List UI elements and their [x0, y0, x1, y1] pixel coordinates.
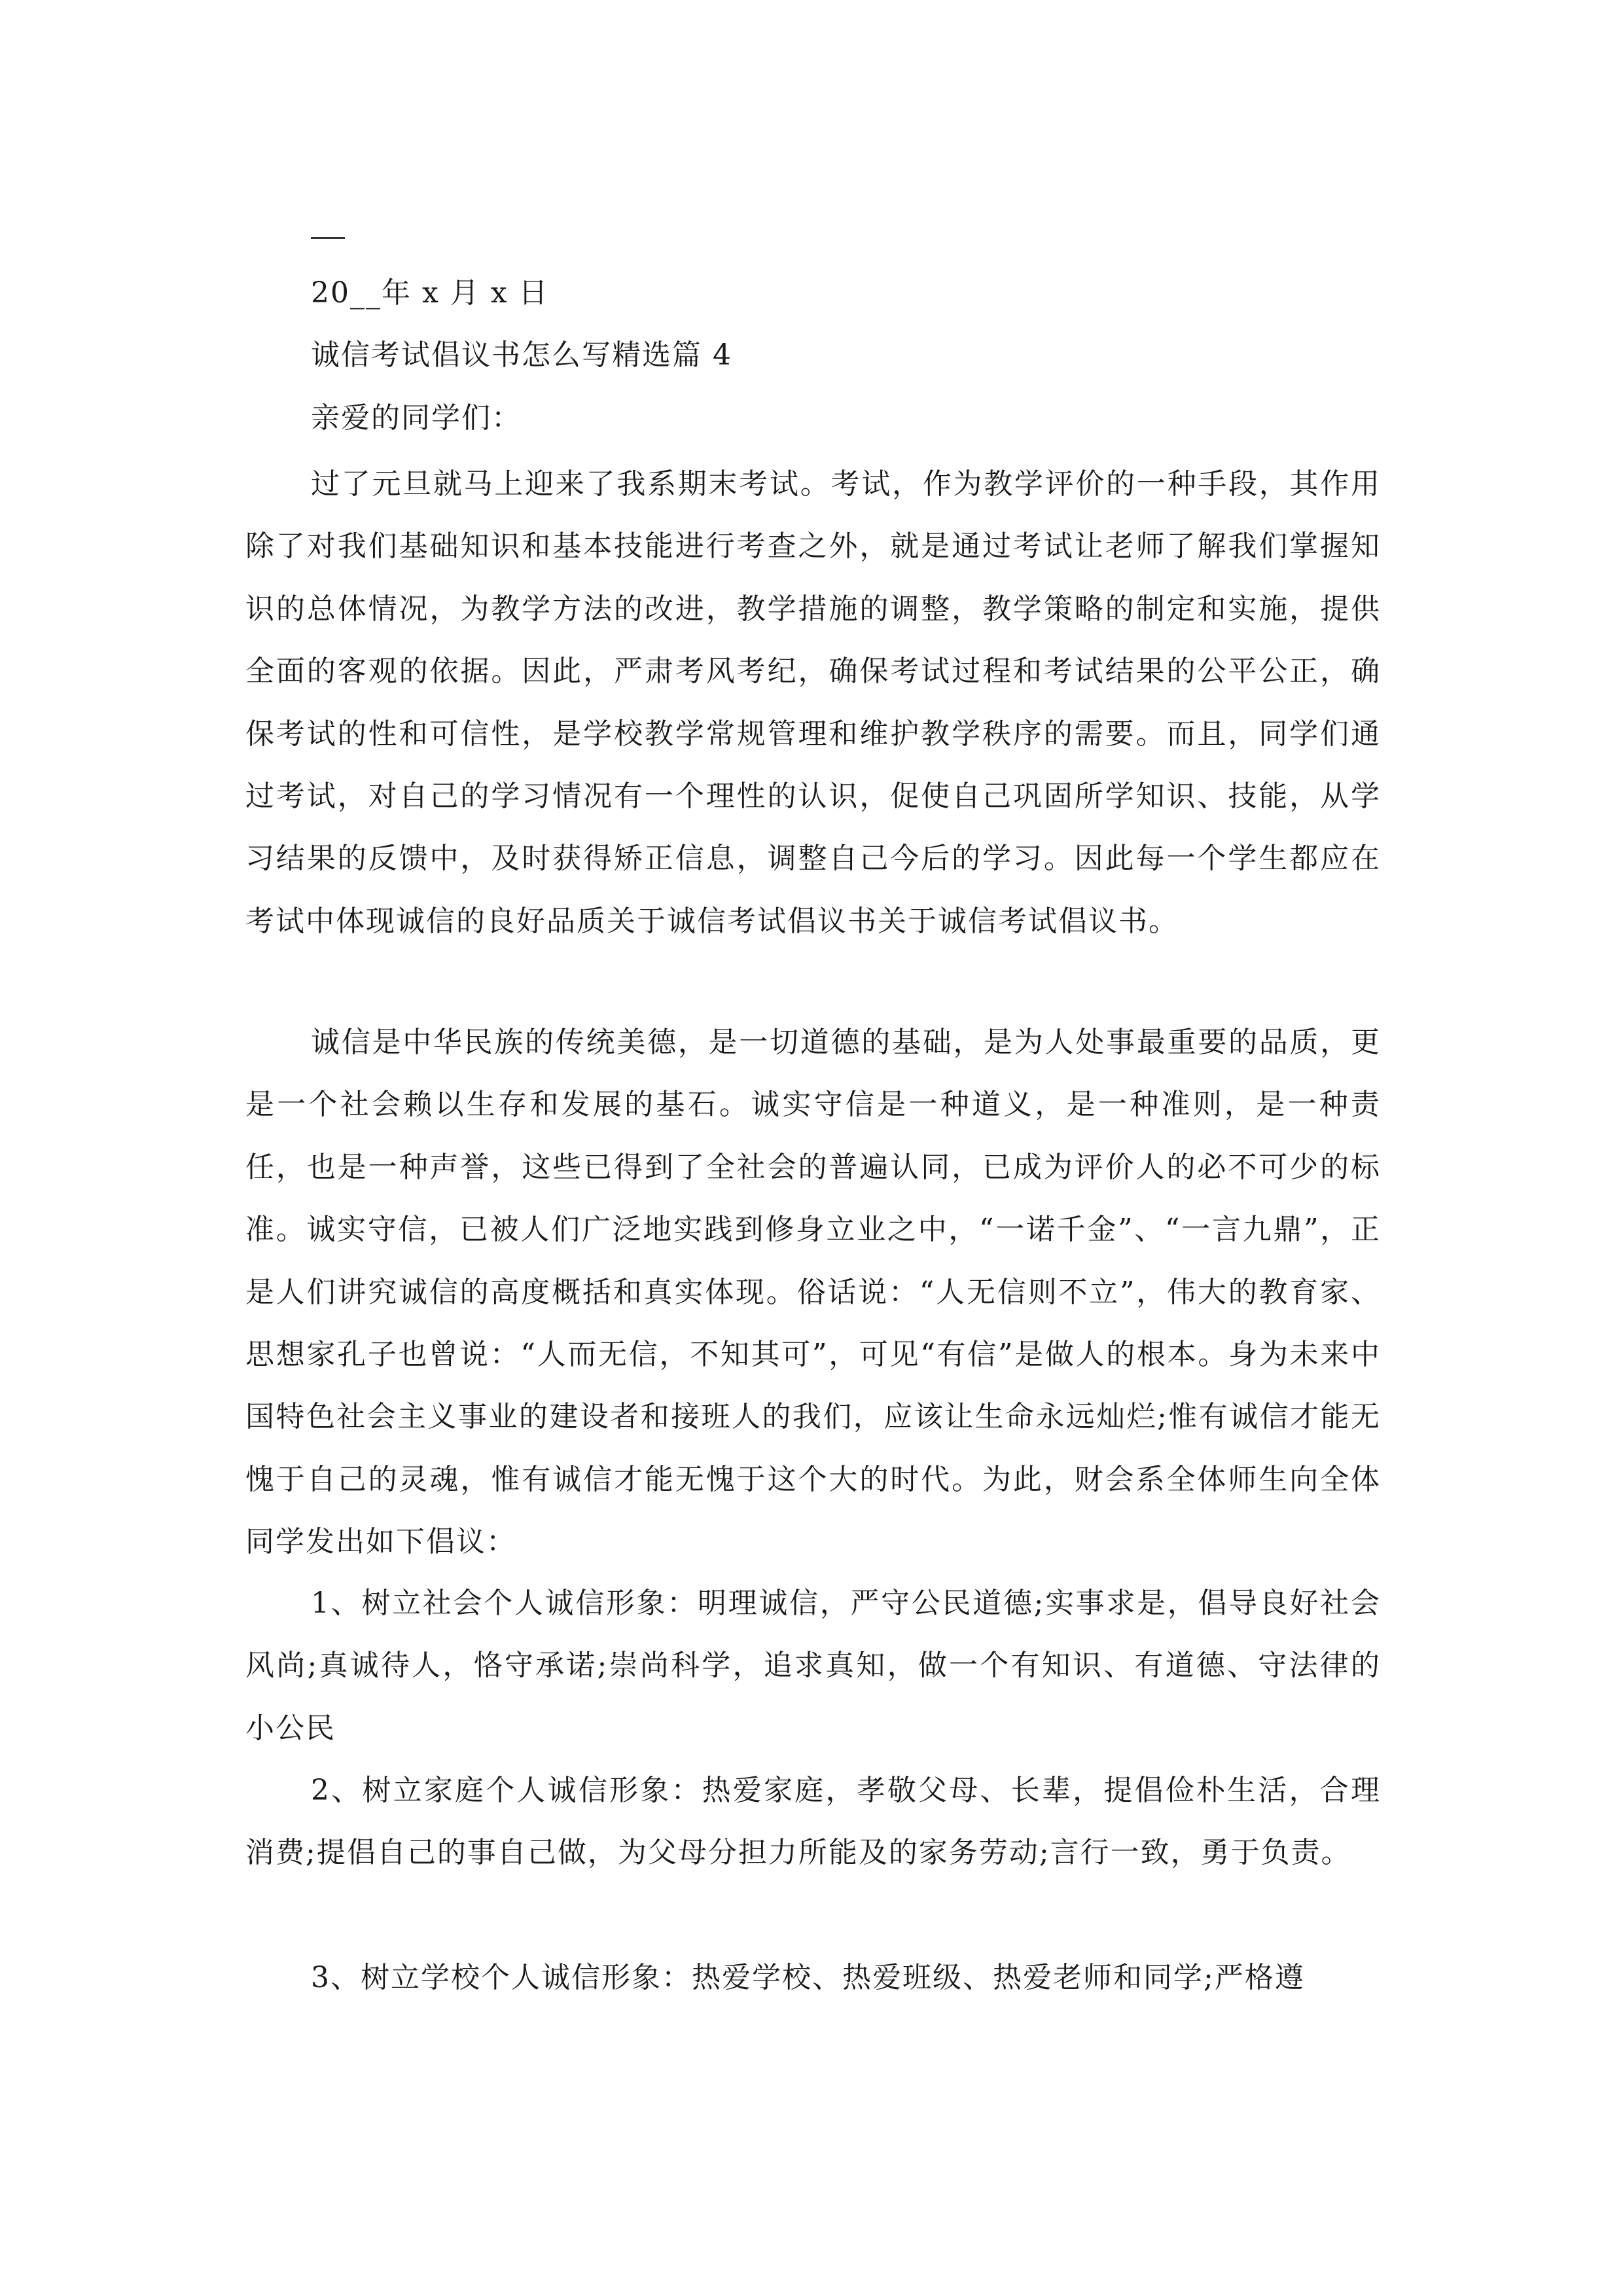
top-dash-mark	[311, 237, 345, 239]
paragraph-1: 过了元旦就马上迎来了我系期末考试。考试，作为教学评价的一种手段，其作用除了对我们基础知识和基本技能进行考查之外，就是通过考试让老师了解我们掌握知识的总体情况，为教学方法的改进，教学措施的调整，教学策略的制定和实施，提供全面的客观的依据。因此，严肃考风考纪，确保考试过程和考试结果的公平公正，确保考试的性和可信性，是学校教学常规管理和维护教学秩序的需要。而且，同学们通过考试，对自己的学习情况有一个理性的认识，促使自己巩固所学知识、技能，从学习结果的反馈中，及时获得矫正信息，调整自己今后的学习。因此每一个学生都应在考试中体现诚信的良好品质关于诚信考试倡议书关于诚信考试倡议书。	[245, 467, 1381, 938]
greeting: 亲爱的同学们：	[311, 401, 522, 435]
paragraph-5: 3、树立学校个人诚信形象：热爱学校、热爱班级、热爱老师和同学;严格遵	[311, 1961, 1305, 1994]
paragraph-2: 诚信是中华民族的传统美德，是一切道德的基础，是为人处事最重要的品质，更是一个社会赖以生存和发展的基石。诚实守信是一种道义，是一种准则，是一种责任，也是一种声誉，这些已得到了全社会的普遍认同，已成为评价人的必不可少的标准。诚实守信，已被人们广泛地实践到修身立业之中，“一诺千金”、“一言九鼎”，正是人们讲究诚信的高度概括和真实体现。俗话说：“人无信则不立”，伟大的教育家、思想家孔子也曾说：“人而无信，不知其可”，可见“有信”是做人的根本。身为未来中国特色社会主义事业的建设者和接班人的我们，应该让生命永远灿烂;惟有诚信才能无愧于自己的灵魂，惟有诚信才能无愧于这个大的时代。为此，财会系全体师生向全体同学发出如下倡议：	[245, 1026, 1381, 1559]
date-line: 20__年 x 月 x 日	[311, 276, 549, 310]
document-title: 诚信考试倡议书怎么写精选篇 4	[311, 338, 732, 372]
paragraph-3: 1、树立社会个人诚信形象：明理诚信，严守公民道德;实事求是，倡导良好社会风尚;真诚待人，恪守承诺;崇尚科学，追求真知，做一个有知识、有道德、守法律的小公民	[245, 1587, 1381, 1745]
paragraph-4: 2、树立家庭个人诚信形象：热爱家庭，孝敬父母、长辈，提倡俭朴生活，合理消费;提倡自己的事自己做，为父母分担力所能及的家务劳动;言行一致，勇于负责。	[245, 1774, 1381, 1870]
